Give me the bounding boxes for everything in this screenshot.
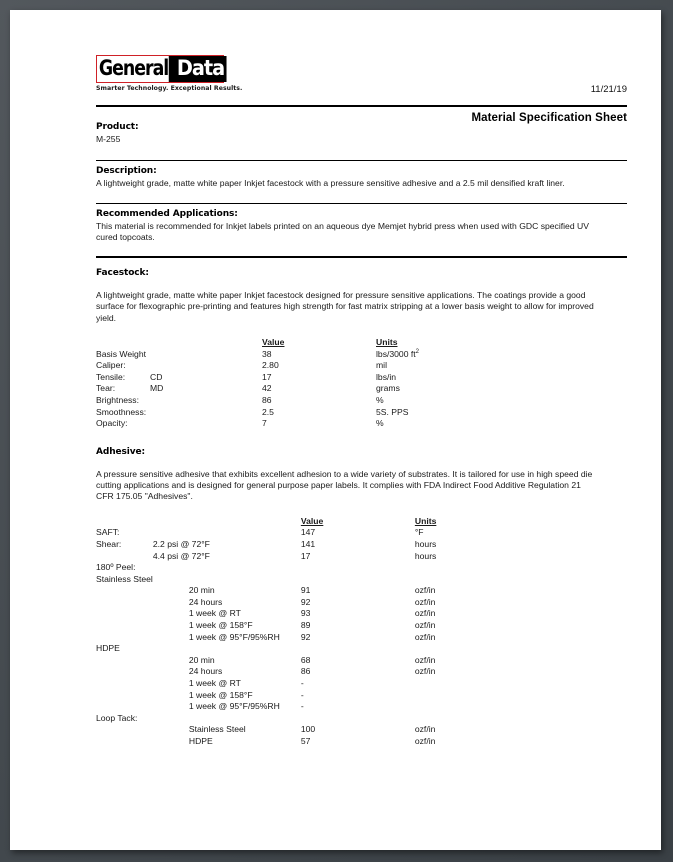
adhesive-row-label — [96, 655, 153, 667]
adhesive-header-value — [301, 516, 415, 528]
adhesive-row-value: 57 — [300, 736, 311, 746]
adhesive-row-value: 86 — [300, 666, 311, 677]
product-heading: Product: — [96, 122, 139, 132]
facestock-row-value: 17 — [262, 371, 272, 382]
adhesive-row-label: 180º Peel: — [96, 562, 136, 573]
adhesive-row-label: Loop Tack: — [96, 712, 138, 723]
adhesive-table-row — [96, 562, 575, 574]
adhesive-table-row — [96, 643, 575, 655]
facestock-col-value-label: Value — [262, 337, 285, 348]
section-facestock — [84, 268, 629, 324]
header-divider — [96, 105, 627, 107]
adhesive-row-sublabel — [153, 713, 301, 725]
document-page — [10, 10, 661, 850]
facestock-table-row — [96, 395, 536, 407]
facestock-body: A lightweight grade, matte white paper Inkjet facestock designed for pressure sensitive applications. The coatings provide a good surface for flexographic pre-printing and features high strength for fast matrix stripping at a lower basis weight to allow for improved yield. — [96, 290, 594, 323]
adhesive-row-label — [96, 724, 153, 736]
adhesive-table-row — [96, 585, 575, 597]
adhesive-row-units — [415, 643, 575, 655]
adhesive-row-units: hours — [414, 550, 437, 561]
adhesive-row-units: °F — [414, 527, 424, 538]
facestock-row-units: mil — [376, 360, 387, 371]
facestock-header-units — [376, 337, 536, 349]
adhesive-row-units: ozf/in — [414, 654, 436, 665]
adhesive-table-row — [96, 736, 575, 748]
adhesive-col-units-label: Units — [414, 515, 437, 526]
facestock-row-label: Basis Weight — [96, 348, 146, 359]
adhesive-row-label — [96, 632, 153, 644]
adhesive-row-sublabel: 1 week @ RT — [188, 678, 241, 689]
facestock-row-sublabel — [150, 407, 262, 419]
adhesive-row-value: 91 — [300, 585, 311, 596]
adhesive-row-value: - — [300, 678, 304, 689]
adhesive-table-row — [96, 539, 575, 551]
adhesive-row-sublabel: 20 min — [188, 654, 215, 665]
facestock-row-units: 5S. PPS — [376, 406, 409, 417]
facestock-row-sublabel — [150, 349, 262, 361]
adhesive-table-row — [96, 701, 575, 713]
facestock-row-label: Opacity: — [96, 418, 128, 429]
document-title: Material Specification Sheet — [471, 112, 627, 124]
facestock-row-value: 38 — [262, 348, 272, 359]
facestock-row-sublabel — [150, 418, 262, 430]
adhesive-row-label — [96, 585, 153, 597]
adhesive-table-body — [96, 516, 575, 528]
adhesive-row-sublabel: HDPE — [188, 736, 213, 746]
facestock-header-value — [262, 337, 376, 349]
adhesive-header-blank-sub — [153, 516, 301, 528]
adhesive-row-value — [301, 574, 415, 586]
company-logo — [96, 55, 243, 92]
document-date: 11/21/19 — [590, 84, 627, 95]
adhesive-row-value — [301, 713, 415, 725]
facestock-table-row — [96, 372, 536, 384]
adhesive-row-value: 92 — [300, 596, 311, 607]
adhesive-row-sublabel: 1 week @ 95°F/95%RH — [188, 701, 280, 712]
adhesive-row-label — [96, 608, 153, 620]
adhesive-row-units — [415, 678, 575, 690]
adhesive-body: A pressure sensitive adhesive that exhibits excellent adhesion to a wide variety of substrates. It is tailored for use in high speed die cutting applications and is designed for general purpose paper labels. It complies with FDA Indirect Food Additive Regulation 21 CFR 175.05 "Adhesives". — [96, 468, 593, 502]
logo-tagline: Smarter Technology. Exceptional Results. — [96, 85, 243, 92]
facestock-row-units: lbs/in — [376, 371, 397, 382]
section-recommended-applications — [84, 209, 629, 244]
adhesive-table-row — [96, 666, 575, 678]
facestock-divider — [96, 256, 627, 258]
logo-box — [96, 55, 224, 83]
facestock-table-row — [96, 349, 536, 361]
description-body: A lightweight grade, matte white paper Inkjet facestock with a pressure sensitive adhesive and a 2.5 mil densified kraft liner. — [96, 178, 565, 189]
adhesive-row-sublabel — [153, 527, 301, 539]
facestock-row-label: Tensile: — [96, 371, 126, 382]
facestock-row-value: 42 — [262, 383, 272, 394]
product-value: M-255 — [96, 134, 121, 144]
adhesive-row-sublabel: 1 week @ RT — [188, 608, 241, 619]
adhesive-row-sublabel: 2.2 psi @ 72°F — [152, 538, 210, 549]
facestock-table-body — [96, 337, 536, 349]
description-divider — [96, 160, 627, 161]
facestock-row-value: 2.80 — [262, 360, 279, 371]
adhesive-row-units — [415, 562, 575, 574]
adhesive-row-units: ozf/in — [414, 724, 436, 735]
adhesive-table-row — [96, 655, 575, 667]
facestock-heading: Facestock: — [96, 268, 149, 279]
adhesive-table-row — [96, 620, 575, 632]
adhesive-table-row — [96, 632, 575, 644]
adhesive-row-units: ozf/in — [414, 620, 436, 631]
adhesive-row-units — [415, 690, 575, 702]
adhesive-row-sublabel: 24 hours — [188, 666, 223, 677]
facestock-row-label: Tear: — [96, 383, 116, 394]
adhesive-row-units — [415, 574, 575, 586]
adhesive-row-value: - — [300, 701, 304, 712]
adhesive-row-sublabel: Stainless Steel — [188, 724, 246, 735]
adhesive-row-label — [96, 551, 153, 563]
facestock-row-units: % — [376, 395, 384, 406]
adhesive-row-label — [96, 690, 153, 702]
adhesive-row-value: 68 — [300, 654, 311, 665]
adhesive-row-units: ozf/in — [414, 666, 436, 677]
facestock-row-units-exponent: 2 — [415, 348, 419, 355]
adhesive-row-units: ozf/in — [414, 608, 436, 619]
adhesive-properties-table — [96, 516, 575, 748]
adhesive-row-value: 92 — [300, 631, 311, 642]
adhesive-header-blank — [96, 516, 153, 528]
document-header — [84, 10, 629, 124]
facestock-table-header-row — [96, 337, 536, 349]
adhesive-row-units: ozf/in — [414, 736, 436, 746]
adhesive-table-row — [96, 597, 575, 609]
adhesive-heading: Adhesive: — [96, 446, 146, 457]
adhesive-table-header-row — [96, 516, 575, 528]
facestock-row-sublabel: CD — [150, 371, 163, 382]
adhesive-row-label — [96, 597, 153, 609]
adhesive-row-sublabel — [153, 562, 301, 574]
facestock-row-sublabel — [150, 395, 262, 407]
adhesive-row-sublabel: 4.4 psi @ 72°F — [152, 550, 210, 561]
adhesive-row-label: SAFT: — [96, 527, 120, 538]
section-description — [84, 166, 629, 189]
facestock-row-units: lbs/3000 $ft^2$ — [376, 348, 419, 359]
adhesive-row-sublabel: 1 week @ 95°F/95%RH — [188, 631, 280, 642]
adhesive-table-row — [96, 574, 575, 586]
facestock-row-label: Brightness: — [96, 395, 139, 406]
adhesive-row-units: hours — [414, 538, 437, 549]
facestock-table-row — [96, 407, 536, 419]
adhesive-row-value: 93 — [300, 608, 311, 619]
description-heading: Description: — [96, 166, 157, 177]
adhesive-row-units: ozf/in — [414, 585, 436, 596]
adhesive-table-row — [96, 678, 575, 690]
adhesive-table-row — [96, 551, 575, 563]
adhesive-col-value-label: Value — [300, 515, 324, 526]
facestock-row-units: grams — [376, 383, 400, 394]
adhesive-row-label — [96, 701, 153, 713]
adhesive-table-row — [96, 713, 575, 725]
adhesive-row-value: 100 — [300, 724, 316, 735]
adhesive-row-label: Stainless Steel — [96, 573, 153, 584]
adhesive-row-label: HDPE — [96, 643, 120, 654]
facestock-row-value: 86 — [262, 395, 272, 406]
adhesive-row-units: ozf/in — [414, 596, 436, 607]
adhesive-row-label — [96, 678, 153, 690]
adhesive-row-value: 141 — [300, 538, 316, 549]
adhesive-table-row — [96, 690, 575, 702]
facestock-table-row — [96, 418, 536, 430]
adhesive-row-value — [301, 562, 415, 574]
adhesive-row-sublabel — [153, 643, 301, 655]
section-product — [84, 122, 629, 145]
facestock-row-label: Caliper: — [96, 360, 126, 371]
adhesive-row-sublabel: 20 min — [188, 585, 215, 596]
logo-word-general: General — [98, 56, 169, 80]
adhesive-table-row — [96, 724, 575, 736]
facestock-col-units-label: Units — [376, 337, 398, 348]
adhesive-table-row — [96, 608, 575, 620]
adhesive-row-sublabel — [153, 574, 301, 586]
facestock-table-row — [96, 360, 536, 372]
section-adhesive — [84, 447, 629, 503]
adhesive-row-value: 89 — [300, 620, 311, 631]
adhesive-row-units: ozf/in — [414, 631, 436, 642]
adhesive-row-label — [96, 620, 153, 632]
facestock-properties-table — [96, 337, 536, 430]
facestock-row-units: % — [376, 418, 384, 429]
facestock-header-blank-sub — [150, 337, 262, 349]
adhesive-row-units — [415, 701, 575, 713]
facestock-table-row — [96, 383, 536, 395]
adhesive-row-label — [96, 666, 153, 678]
adhesive-row-units — [415, 713, 575, 725]
recommended-applications-body: This material is recommended for Inkjet labels printed on an aqueous dye Memjet hybrid press when used with GDC specified UV cured topcoats. — [96, 220, 589, 242]
logo-word-data: Data — [175, 56, 227, 82]
facestock-row-sublabel — [150, 360, 262, 372]
adhesive-rows — [96, 527, 575, 747]
adhesive-row-value: 147 — [300, 527, 316, 538]
facestock-row-sublabel: MD — [150, 383, 164, 394]
facestock-row-value: 7 — [262, 418, 267, 429]
facestock-row-value: 2.5 — [262, 406, 274, 417]
adhesive-row-value: 17 — [300, 550, 311, 561]
adhesive-row-sublabel: 1 week @ 158°F — [188, 620, 253, 631]
recommended-applications-divider — [96, 203, 627, 204]
adhesive-header-units — [415, 516, 575, 528]
adhesive-row-label — [96, 736, 153, 748]
adhesive-row-label: Shear: — [96, 538, 122, 549]
adhesive-table-row — [96, 527, 575, 539]
adhesive-row-sublabel: 24 hours — [188, 596, 223, 607]
facestock-rows — [96, 349, 536, 430]
adhesive-row-value: - — [300, 689, 304, 700]
recommended-applications-heading: Recommended Applications: — [96, 208, 238, 219]
adhesive-row-sublabel: 1 week @ 158°F — [188, 689, 253, 700]
facestock-row-label: Smoothness: — [96, 406, 147, 417]
page-content — [84, 10, 629, 748]
facestock-header-blank — [96, 337, 150, 349]
adhesive-row-value — [301, 643, 415, 655]
